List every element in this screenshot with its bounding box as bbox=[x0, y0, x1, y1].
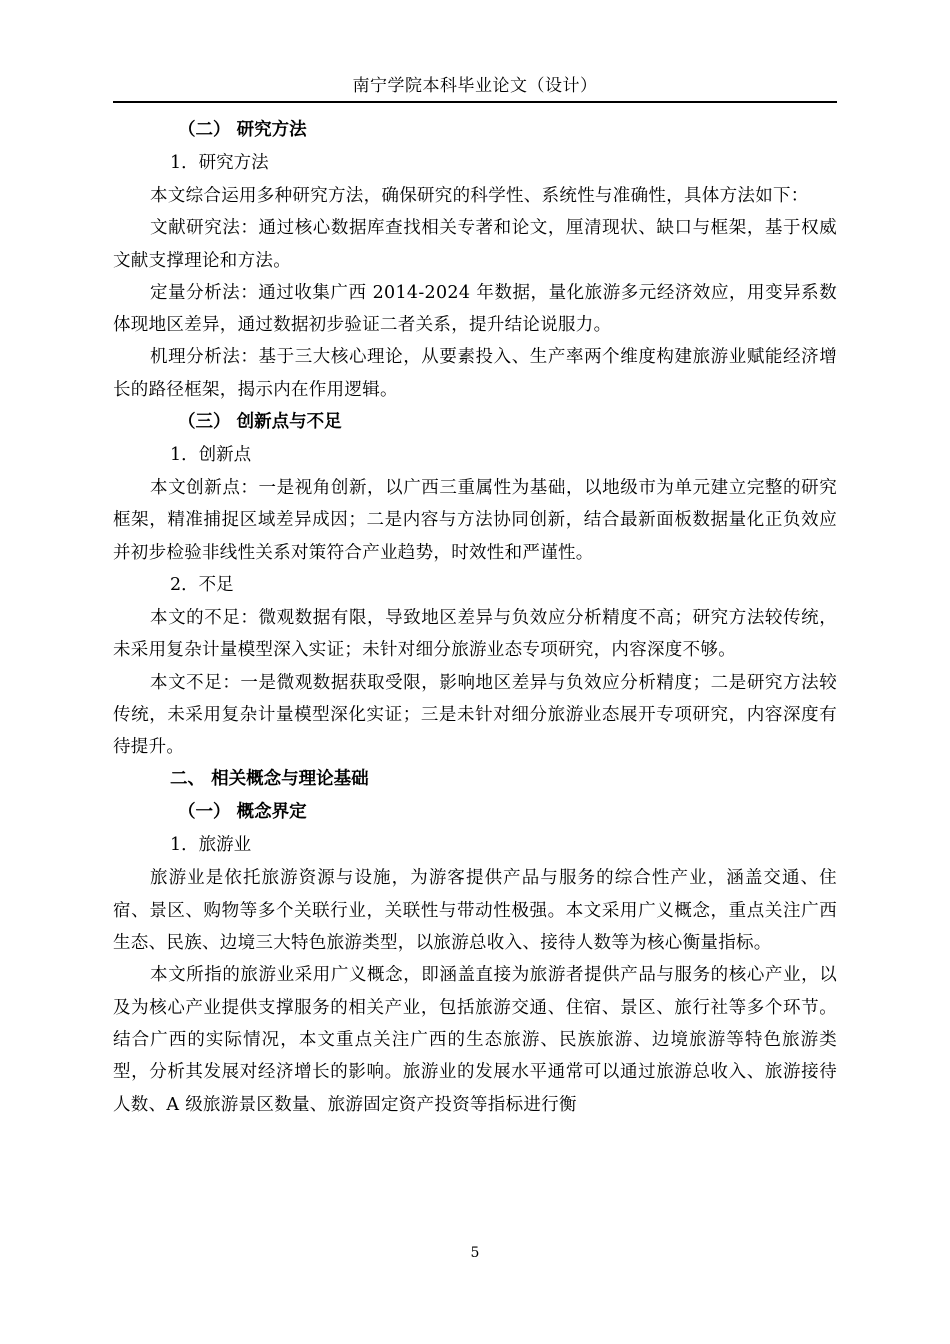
paragraph-shortcoming-1: 本文的不足：微观数据有限，导致地区差异与负效应分析精度不高；研究方法较传统，未采用复杂计量模型深入实证；未针对细分旅游业态专项研究，内容深度不够。 bbox=[113, 607, 837, 661]
section-heading-innovation: （三） 创新点与不足 bbox=[178, 412, 342, 433]
section-heading-research-method: （二） 研究方法 bbox=[178, 120, 307, 140]
section-heading-concept-definition: （一） 概念界定 bbox=[178, 802, 307, 823]
subheading-shortcoming: 2．不足 bbox=[170, 574, 234, 595]
header-divider bbox=[113, 101, 837, 103]
paragraph-innovation: 本文创新点：一是视角创新，以广西三重属性为基础，以地级市为单元建立完整的研究框架，精准捕捉区域差异成因；二是内容与方法协同创新，结合最新面板数据量化正负效应并初步检验非线性关系对策符合产业趋势，时效性和严谨性。 bbox=[113, 478, 837, 563]
paragraph-literature-method: 文献研究法：通过核心数据库查找相关专著和论文，厘清现状、缺口与框架，基于权威文献支撑理论和方法。 bbox=[113, 218, 837, 271]
paragraph-tourism-1: 旅游业是依托旅游资源与设施，为游客提供产品与服务的综合性产业，涵盖交通、住宿、景区、购物等多个关联行业，关联性与带动性极强。本文采用广义概念，重点关注广西生态、民族、边境三大特色旅游类型，以旅游总收入、接待人数等为核心衡量指标。 bbox=[113, 868, 837, 954]
paragraph-research-intro: 本文综合运用多种研究方法，确保研究的科学性、系统性与准确性，具体方法如下： bbox=[150, 186, 809, 206]
page-header-title: 南宁学院本科毕业论文（设计） bbox=[352, 76, 598, 96]
paragraph-quantitative-method: 定量分析法：通过收集广西 2014-2024 年数据，量化旅游多元经济效应，用变异系数体现地区差异，通过数据初步验证二者关系，提升结论说服力。 bbox=[113, 282, 837, 336]
subheading-tourism: 1．旅游业 bbox=[170, 835, 252, 856]
page-body bbox=[113, 114, 837, 1121]
chapter-heading-concepts: 二、 相关概念与理论基础 bbox=[170, 769, 369, 790]
subheading-research-method: 1．研究方法 bbox=[170, 153, 269, 173]
paragraph-shortcoming-2: 本文不足：一是微观数据获取受限，影响地区差异与负效应分析精度；二是研究方法较传统，未采用复杂计量模型深化实证；三是未针对细分旅游业态展开专项研究，内容深度有待提升。 bbox=[113, 672, 837, 758]
page-number: 5 bbox=[470, 1245, 480, 1261]
paragraph-mechanism-method: 机理分析法：基于三大核心理论，从要素投入、生产率两个维度构建旅游业赋能经济增长的路径框架，揭示内在作用逻辑。 bbox=[113, 347, 837, 400]
subheading-innovation: 1．创新点 bbox=[170, 445, 252, 466]
paragraph-tourism-2: 本文所指的旅游业采用广义概念，即涵盖直接为旅游者提供产品与服务的核心产业，以及为核心产业提供支撑服务的相关产业，包括旅游交通、住宿、景区、旅行社等多个环节。结合广西的实际情况，本文重点关注广西的生态旅游、民族旅游、边境旅游等特色旅游类型，分析其发展对经济增长的影响。旅游业的发展水平通常可以通过旅游总收入、旅游接待人数、A 级旅游景区数量、旅游固定资产投资等指标进行衡 bbox=[113, 965, 837, 1115]
